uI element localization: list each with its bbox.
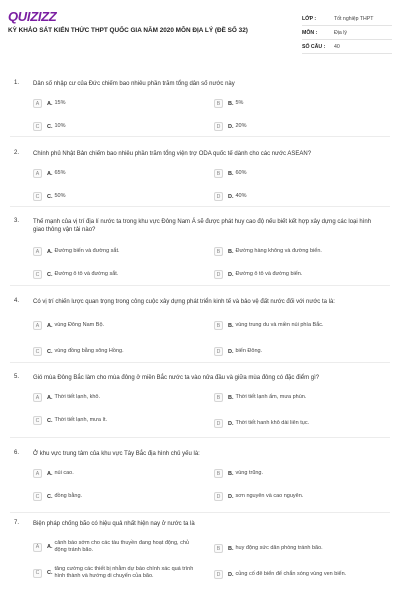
option-text: Đường hàng không và đường biển. — [235, 248, 322, 254]
option-text: sơn nguyên và cao nguyên. — [235, 493, 304, 499]
option-letter-box: A — [33, 169, 42, 178]
option-letter-box: B — [214, 169, 223, 178]
option-label: B. — [228, 545, 234, 552]
option-a[interactable] — [33, 321, 123, 330]
question-number: 4. — [14, 298, 20, 304]
option-b[interactable] — [214, 99, 243, 108]
option-letter-box: C — [33, 192, 42, 201]
option-label: B. — [228, 248, 234, 255]
option-letter-box: C — [33, 270, 42, 279]
option-text: Thời tiết hanh khô dài liên tục. — [235, 420, 310, 426]
option-text: 50% — [54, 193, 66, 199]
option-a[interactable] — [33, 99, 66, 108]
option-text: 65% — [54, 170, 66, 176]
option-label: C. — [47, 417, 53, 424]
option-text: cảnh báo sớm cho các tàu thuyền đang hoạt động, chủ động tránh bão. — [54, 540, 189, 553]
option-label: A. — [47, 100, 53, 107]
option-label: C. — [47, 348, 53, 355]
option-label: D. — [228, 123, 234, 130]
option-text: củng cố đê biển để chắn sóng vùng ven biển. — [235, 571, 347, 577]
option-label: B. — [228, 100, 234, 107]
option-letter-box: A — [33, 247, 42, 256]
option-d[interactable] — [214, 492, 303, 501]
meta-row-subject — [302, 26, 392, 40]
worksheet-meta — [302, 12, 392, 54]
divider — [10, 136, 390, 137]
option-letter-box: B — [214, 393, 223, 402]
worksheet-title: KỲ KHẢO SÁT KIẾN THỨC THPT QUỐC GIA NĂM 2020 MÔN ĐỊA LÝ (ĐỀ SỐ 32) — [8, 27, 248, 34]
option-label: C. — [47, 193, 53, 200]
option-letter-box: A — [33, 543, 42, 552]
option-b[interactable] — [214, 169, 247, 178]
option-text: núi cao. — [54, 470, 74, 476]
option-label: C. — [47, 493, 53, 500]
option-a[interactable] — [33, 469, 74, 478]
option-d[interactable] — [214, 122, 247, 131]
question-number: 6. — [14, 450, 20, 456]
divider — [10, 437, 390, 438]
option-letter-box: D — [214, 492, 223, 501]
option-d[interactable] — [214, 192, 247, 201]
option-text: 10% — [54, 123, 66, 129]
option-label: A. — [47, 248, 53, 255]
worksheet-header — [0, 0, 400, 62]
option-letter-box: D — [214, 192, 223, 201]
question-number: 7. — [14, 520, 20, 526]
option-c[interactable] — [33, 492, 82, 501]
option-label: A. — [47, 170, 53, 177]
question-text: Thế mạnh của vị trí địa lí nước ta trong khu vực Đông Nam Á sẽ được phát huy cao độ nếu biết kết hợp xây dựng các loại hình giao thông vận tải nào? — [33, 219, 372, 233]
question-number: 5. — [14, 374, 20, 380]
question-number: 1. — [14, 80, 20, 86]
question-text: Biện pháp chống bão có hiệu quả nhất hiện nay ở nước ta là — [33, 521, 195, 527]
option-a[interactable] — [33, 247, 120, 256]
divider — [10, 206, 390, 207]
question-text: Ở khu vực trung tâm của khu vực Tây Bắc địa hình chủ yếu là: — [33, 451, 200, 457]
option-letter-box: C — [33, 569, 42, 578]
question-text: Gió mùa Đông Bắc làm cho mùa đông ở miền Bắc nước ta vào nửa đầu và giữa mùa đông có đặc điểm gì? — [33, 375, 320, 381]
option-c[interactable] — [33, 192, 66, 201]
divider — [10, 285, 390, 286]
option-c[interactable] — [33, 566, 203, 580]
option-label: B. — [228, 470, 234, 477]
option-b[interactable] — [214, 469, 263, 478]
option-text: vùng trung du và miền núi phía Bắc. — [235, 322, 324, 328]
question-text: Chính phủ Nhật Bản chiếm bao nhiêu phần trăm tổng viện trợ ODA quốc tế dành cho các nước ASEAN? — [33, 151, 312, 157]
question-text: Có vị trí chiến lược quan trọng trong công cuộc xây dựng phát triển kinh tế và bảo vệ đất nước đối với nước ta là: — [33, 299, 335, 305]
option-label: B. — [228, 394, 234, 401]
option-label: A. — [47, 544, 53, 550]
question-number: 3. — [14, 218, 20, 224]
option-a[interactable] — [33, 393, 100, 402]
option-text: 40% — [235, 193, 247, 199]
option-a[interactable] — [33, 540, 195, 554]
option-label: B. — [228, 170, 234, 177]
option-text: vùng đồng bằng sông Hồng. — [54, 348, 124, 354]
option-letter-box: A — [33, 321, 42, 330]
option-label: D. — [228, 271, 234, 278]
option-d[interactable] — [214, 419, 309, 428]
option-letter-box: C — [33, 122, 42, 131]
option-letter-box: B — [214, 469, 223, 478]
option-label: A. — [47, 470, 53, 477]
option-label: D. — [228, 193, 234, 200]
option-text: Đường ô tô và đường sắt. — [54, 271, 119, 277]
option-letter-box: D — [214, 347, 223, 356]
option-letter-box: A — [33, 469, 42, 478]
option-letter-box: C — [33, 492, 42, 501]
option-letter-box: C — [33, 347, 42, 356]
divider — [10, 512, 390, 513]
option-text: Thời tiết lạnh, khô. — [54, 394, 100, 400]
option-text: đồng bằng. — [54, 493, 83, 499]
option-letter-box: D — [214, 122, 223, 131]
option-text: vùng Đông Nam Bộ. — [54, 322, 105, 328]
option-text: 15% — [54, 100, 66, 106]
option-b[interactable] — [214, 247, 322, 256]
option-letter-box: D — [214, 419, 223, 428]
option-letter-box: B — [214, 99, 223, 108]
option-c[interactable] — [33, 270, 118, 279]
option-c[interactable] — [33, 122, 66, 131]
meta-value: Địa lý — [334, 29, 347, 36]
option-text: Đường ô tô và đường biển. — [235, 271, 303, 277]
quizizz-logo: QUIZIZZ — [8, 9, 57, 24]
question-number: 2. — [14, 150, 20, 156]
meta-value: Tốt nghiệp THPT — [334, 15, 374, 22]
option-d[interactable] — [214, 270, 302, 279]
option-b[interactable] — [214, 321, 324, 330]
option-label: A. — [47, 322, 53, 329]
option-letter-box: A — [33, 393, 42, 402]
option-label: A. — [47, 394, 53, 401]
option-letter-box: A — [33, 99, 42, 108]
meta-value: 40 — [334, 43, 340, 50]
option-text: 60% — [235, 170, 247, 176]
option-text: vùng trũng. — [235, 470, 264, 476]
option-text: 20% — [235, 123, 247, 129]
option-label: C. — [47, 570, 53, 576]
option-b[interactable] — [214, 544, 323, 553]
question-text: Dân số nhập cư của Đức chiếm bao nhiêu phần trăm tổng dân số nước này — [33, 81, 235, 87]
option-label: C. — [47, 271, 53, 278]
option-label: D. — [228, 571, 234, 578]
option-letter-box: D — [214, 270, 223, 279]
option-label: C. — [47, 123, 53, 130]
option-text: huy động sức dân phòng tránh bão. — [235, 545, 323, 551]
meta-row-class — [302, 12, 392, 26]
option-d[interactable] — [214, 570, 346, 579]
meta-label: MÔN : — [302, 29, 318, 36]
option-text: 5% — [235, 100, 244, 106]
option-label: D. — [228, 420, 234, 427]
option-text: tăng cường các thiết bị nhằm dự báo chính xác quá trình hình thành và hướng di chuyển của bão. — [54, 566, 194, 579]
option-letter-box: B — [214, 321, 223, 330]
meta-row-count — [302, 40, 392, 54]
option-text: Thời tiết lạnh, mưa ít. — [54, 417, 108, 423]
option-c[interactable] — [33, 416, 107, 425]
option-label: B. — [228, 322, 234, 329]
option-label: D. — [228, 348, 234, 355]
option-a[interactable] — [33, 169, 66, 178]
option-letter-box: B — [214, 544, 223, 553]
option-b[interactable] — [214, 393, 306, 402]
option-text: biển Đông. — [235, 348, 263, 354]
option-text: Đường biển và đường sắt. — [54, 248, 120, 254]
meta-label: LỚP : — [302, 15, 317, 22]
option-text: Thời tiết lạnh ẩm, mưa phùn. — [235, 394, 307, 400]
option-c[interactable] — [33, 347, 124, 356]
option-letter-box: D — [214, 570, 223, 579]
meta-label: SỐ CÂU : — [302, 43, 326, 50]
option-label: D. — [228, 493, 234, 500]
option-letter-box: C — [33, 416, 42, 425]
option-d[interactable] — [214, 347, 262, 356]
divider — [10, 362, 390, 363]
option-letter-box: B — [214, 247, 223, 256]
